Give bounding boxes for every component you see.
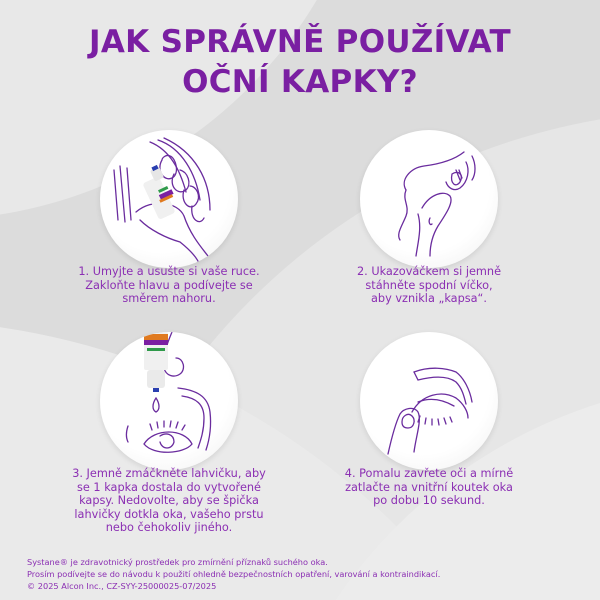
footer-line-2: Prosím podívejte se do návodu k použití ohledně bezpečnostních opatření, varování a kontraindikací.: [27, 569, 441, 579]
page-title: [0, 22, 600, 102]
step-2-illustration-circle: [360, 130, 498, 268]
bottle-dropping-into-eye-icon: [100, 332, 238, 470]
title-line-2: OČNÍ KAPKY?: [182, 64, 418, 100]
hand-holding-bottle-icon: [100, 130, 238, 268]
step-1-illustration-circle: [100, 130, 238, 268]
step-3-illustration-circle: [100, 332, 238, 470]
step-4-caption: 4. Pomalu zavřete oči a mírně zatlačte na vnitřní koutek oka po dobu 10 sekund.: [344, 467, 514, 508]
finger-pulling-eyelid-icon: [360, 130, 498, 268]
legal-footer: [27, 556, 440, 592]
step-2-caption: 2. Ukazováčkem si jemně stáhněte spodní víčko, aby vznikla „kapsa“.: [356, 265, 502, 306]
step-1-caption: 1. Umyjte a usušte si vaše ruce. Zakloňte hlavu a podívejte se směrem nahoru.: [78, 265, 260, 306]
footer-line-1: Systane® je zdravotnický prostředek pro zmírnění příznaků suchého oka.: [27, 557, 328, 567]
finger-pressing-eye-corner-icon: [360, 332, 498, 470]
step-4-illustration-circle: [360, 332, 498, 470]
step-3-caption: 3. Jemně zmáčkněte lahvičku, aby se 1 kapka dostala do vytvořené kapsy. Nedovolte, aby se špička lahvičky dotkla oka, vašeho prstu nebo čehokoliv jiného.: [72, 467, 266, 535]
footer-line-3: © 2025 Alcon Inc., CZ-SYY-25000025-07/2025: [27, 581, 217, 591]
title-line-1: JAK SPRÁVNĚ POUŽÍVAT: [89, 24, 511, 60]
